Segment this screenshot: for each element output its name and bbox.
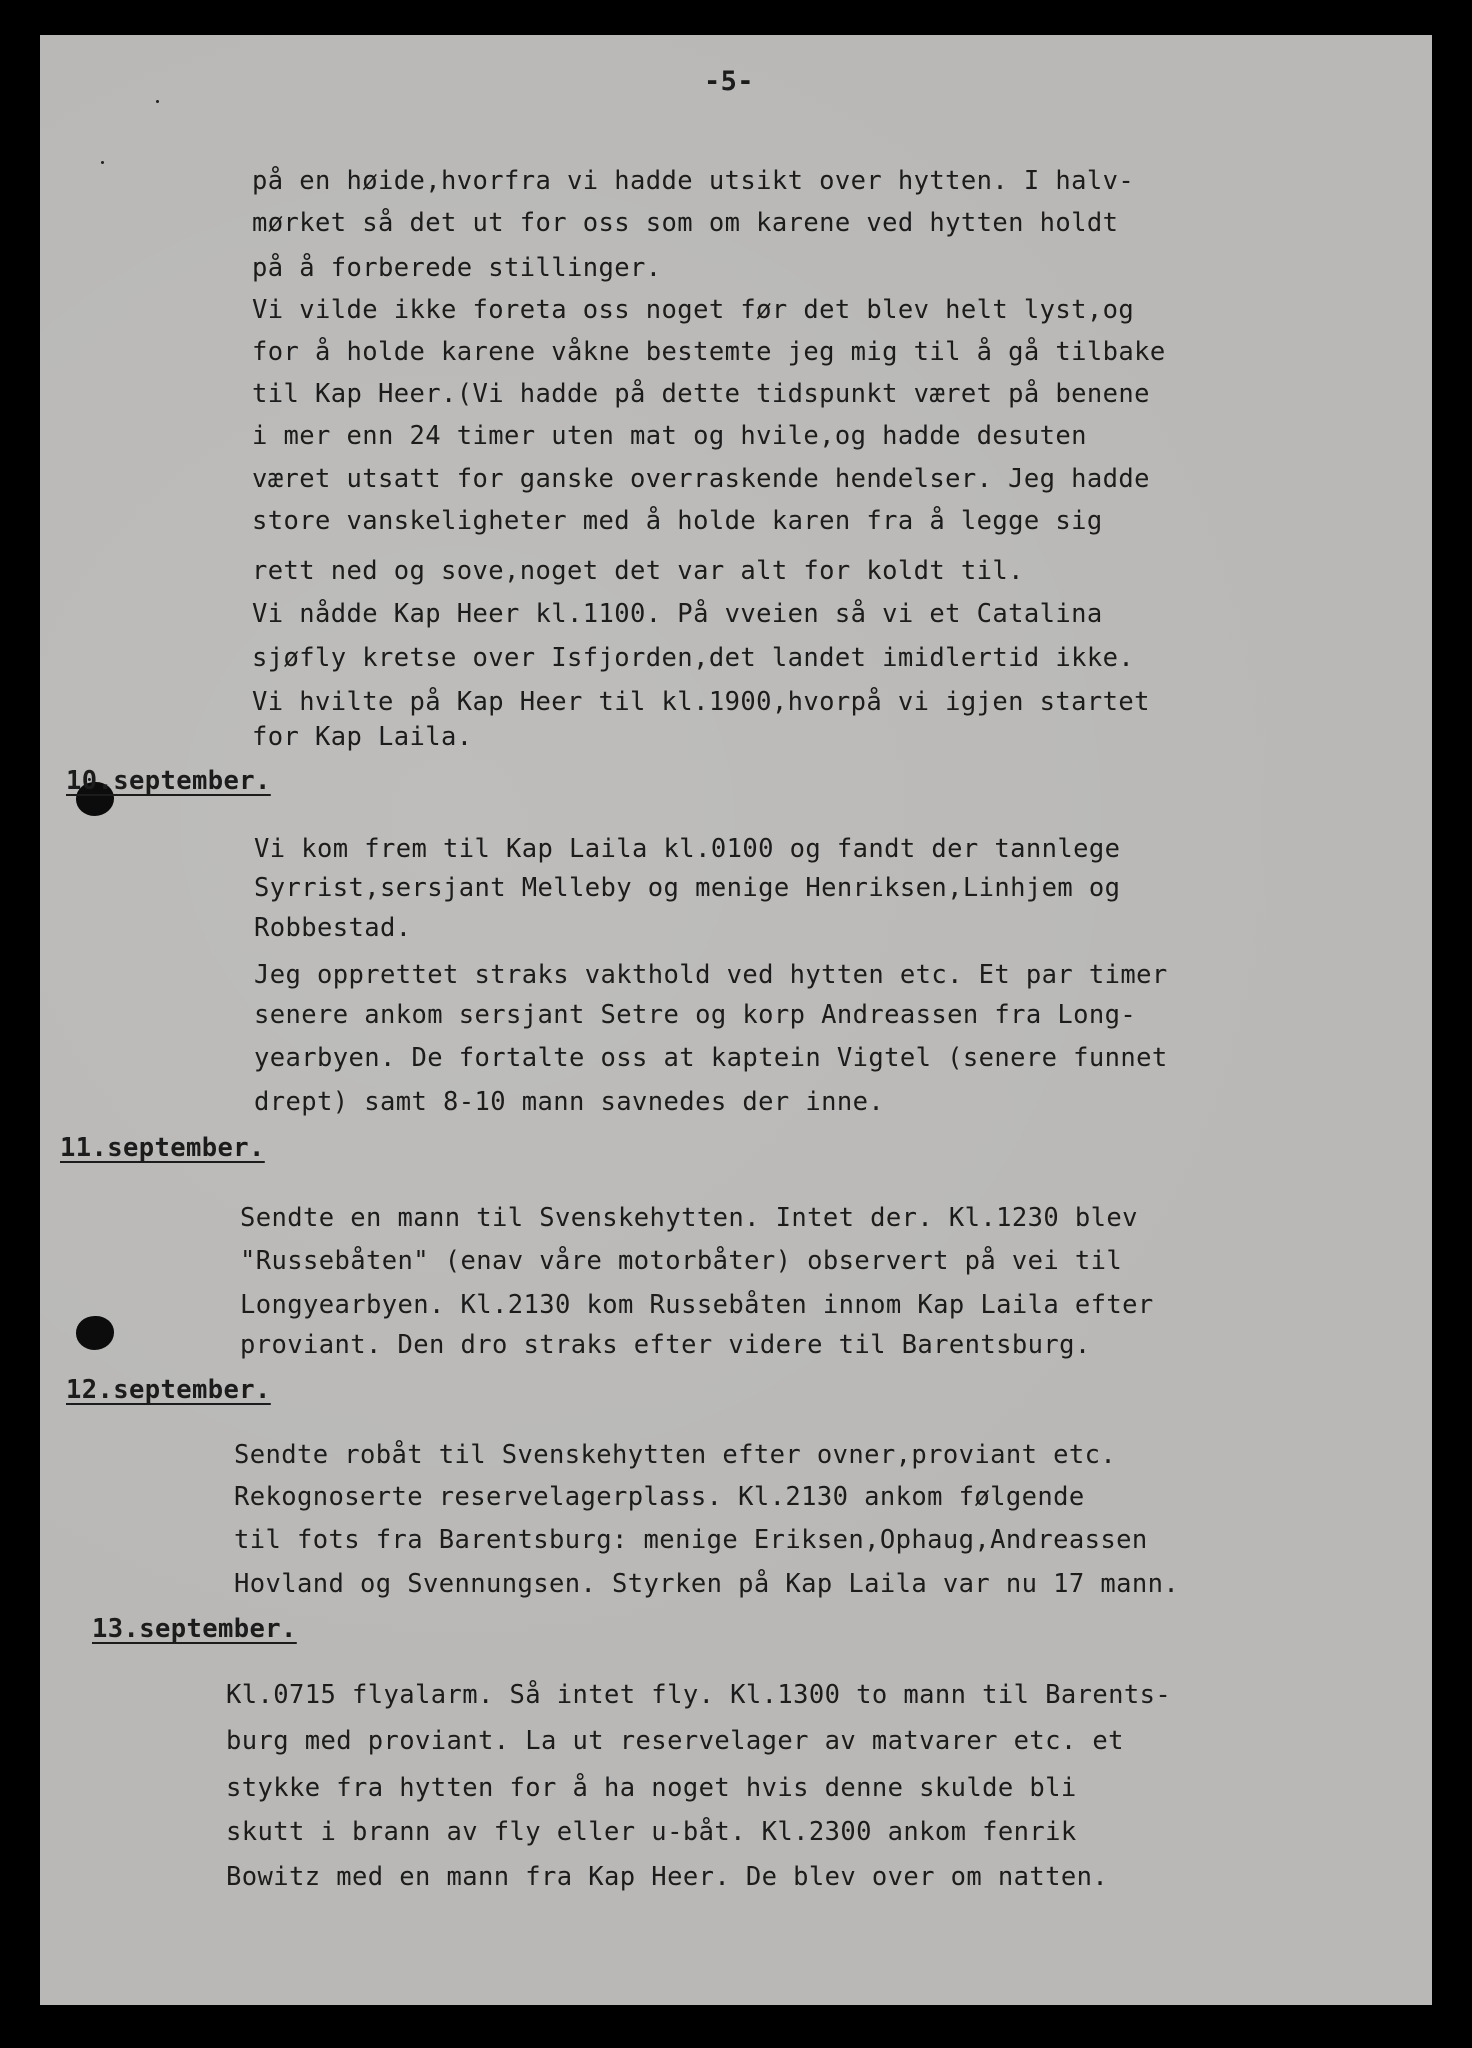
date-heading: 11.september. (60, 1133, 265, 1163)
line: Kl.0715 flyalarm. Så intet fly. Kl.1300 to mann til Barents- (226, 1680, 1172, 1710)
line: stykke fra hytten for å ha noget hvis denne skulde bli (226, 1773, 1077, 1803)
line: store vanskeligheter med å holde karen fra å legge sig (252, 506, 1103, 536)
line: burg med proviant. La ut reservelager av matvarer etc. et (226, 1726, 1124, 1756)
line: Sendte en mann til Svenskehytten. Intet der. Kl.1230 blev (240, 1203, 1138, 1233)
line: yearbyen. De fortalte oss at kaptein Vigtel (senere funnet (254, 1043, 1168, 1073)
line: Sendte robåt til Svenskehytten efter ovner,proviant etc. (234, 1440, 1117, 1470)
line: skutt i brann av fly eller u-båt. Kl.2300 ankom fenrik (226, 1817, 1077, 1847)
line: Vi kom frem til Kap Laila kl.0100 og fandt der tannlege (254, 834, 1121, 864)
line: til Kap Heer.(Vi hadde på dette tidspunkt været på benene (252, 379, 1150, 409)
line: Rekognoserte reservelagerplass. Kl.2130 ankom følgende (234, 1482, 1085, 1512)
line: proviant. Den dro straks efter videre til Barentsburg. (240, 1330, 1091, 1360)
punch-hole (76, 1316, 114, 1350)
line: i mer enn 24 timer uten mat og hvile,og hadde desuten (252, 421, 1087, 451)
line: Vi nådde Kap Heer kl.1100. På vveien så vi et Catalina (252, 599, 1103, 629)
line: Jeg opprettet straks vakthold ved hytten etc. Et par timer (254, 960, 1168, 990)
line: drept) samt 8-10 mann savnedes der inne. (254, 1087, 885, 1117)
paper-speck (156, 100, 159, 103)
line: på en høide,hvorfra vi hadde utsikt over hytten. I halv- (252, 166, 1135, 196)
line: Vi hvilte på Kap Heer til kl.1900,hvorpå vi igjen startet (252, 687, 1150, 717)
line: Hovland og Svennungsen. Styrken på Kap Laila var nu 17 mann. (234, 1569, 1180, 1599)
line: Vi vilde ikke foreta oss noget før det blev helt lyst,og (252, 295, 1135, 325)
date-heading: 13.september. (92, 1614, 297, 1644)
date-heading: 12.september. (66, 1375, 271, 1405)
line: Syrrist,sersjant Melleby og menige Henriksen,Linhjem og (254, 873, 1121, 903)
line: Bowitz med en mann fra Kap Heer. De blev over om natten. (226, 1862, 1109, 1892)
date-heading: 10.september. (66, 766, 271, 796)
line: for Kap Laila. (252, 722, 473, 752)
line: Robbestad. (254, 913, 412, 943)
line: været utsatt for ganske overraskende hendelser. Jeg hadde (252, 464, 1150, 494)
line: "Russebåten" (enav våre motorbåter) observert på vei til (240, 1246, 1123, 1276)
paper-speck (101, 161, 104, 164)
page-number: -5- (704, 66, 754, 97)
line: rett ned og sove,noget det var alt for koldt til. (252, 556, 1024, 586)
line: Longyearbyen. Kl.2130 kom Russebåten innom Kap Laila efter (240, 1290, 1154, 1320)
line: sjøfly kretse over Isfjorden,det landet imidlertid ikke. (252, 643, 1135, 673)
line: til fots fra Barentsburg: menige Eriksen,Ophaug,Andreassen (234, 1525, 1148, 1555)
line: mørket så det ut for oss som om karene ved hytten holdt (252, 208, 1119, 238)
line: senere ankom sersjant Setre og korp Andreassen fra Long- (254, 1000, 1137, 1030)
line: for å holde karene våkne bestemte jeg mig til å gå tilbake (252, 337, 1166, 367)
line: på å forberede stillinger. (252, 253, 662, 283)
